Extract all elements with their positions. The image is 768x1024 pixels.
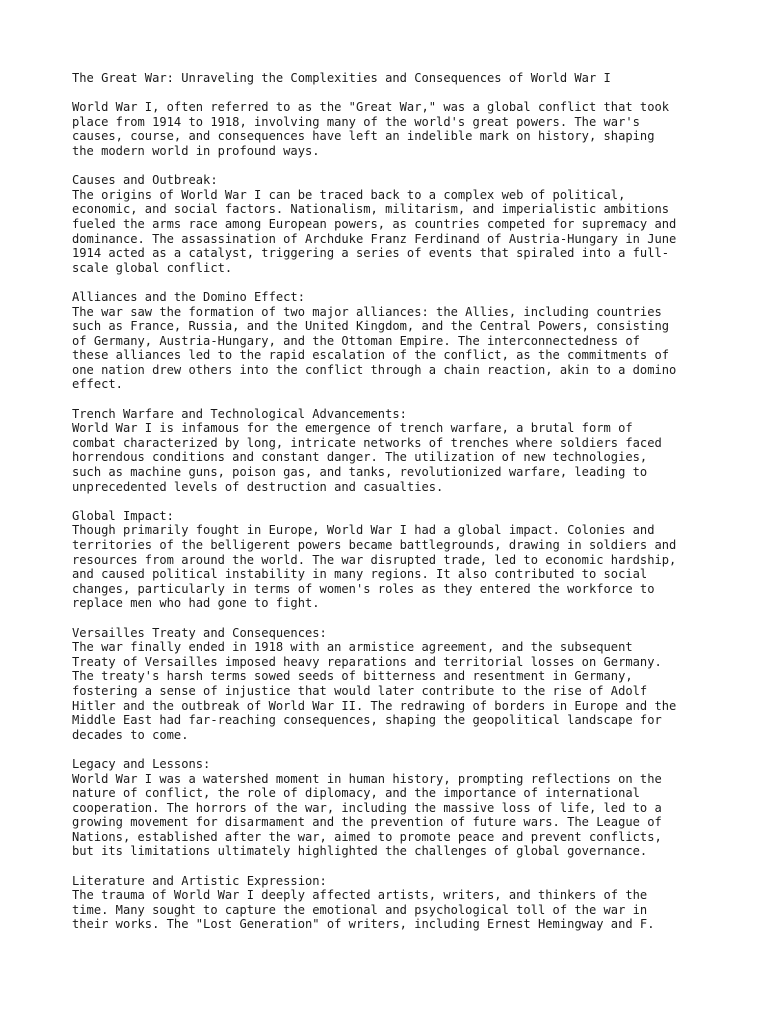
paragraph-line: The war finally ended in 1918 with an armistice agreement, and the subsequent — [72, 640, 633, 655]
paragraph-line: territories of the belligerent powers became battlegrounds, drawing in soldiers and — [72, 538, 677, 552]
intro-paragraph — [72, 100, 712, 158]
paragraph-line: economic, and social factors. Nationalism, militarism, and imperialistic ambitions — [72, 202, 670, 217]
paragraph-line: The origins of World War I can be traced back to a complex web of political, — [72, 187, 626, 202]
section-legacy — [72, 757, 712, 859]
document-title: The Great War: Unraveling the Complexities and Consequences of World War I — [72, 71, 611, 85]
section-trench-warfare — [72, 407, 712, 495]
paragraph-line: World War I is infamous for the emergence of trench warfare, a brutal form of — [72, 421, 633, 436]
paragraph-line: dominance. The assassination of Archduke Franz Ferdinand of Austria-Hungary in June — [72, 231, 677, 246]
paragraph-line: Nations, established after the war, aimed to promote peace and prevent conflicts, — [72, 829, 662, 844]
paragraph-line: of Germany, Austria-Hungary, and the Ottoman Empire. The interconnectedness of — [72, 333, 640, 348]
paragraph-line: one nation drew others into the conflict through a chain reaction, akin to a domino — [72, 362, 677, 377]
section-literature — [72, 874, 712, 932]
section-alliances — [72, 290, 712, 392]
paragraph-line: place from 1914 to 1918, involving many of the world's great powers. The war's — [72, 114, 640, 129]
paragraph-line: horrendous conditions and constant danger. The utilization of new technologies, — [72, 450, 648, 465]
paragraph-line: World War I was a watershed moment in human history, prompting reflections on the — [72, 771, 662, 786]
paragraph-line: decades to come. — [72, 727, 189, 742]
section-heading: Alliances and the Domino Effect: — [72, 289, 305, 304]
paragraph-line: and caused political instability in many regions. It also contributed to social — [72, 567, 648, 582]
section-versailles — [72, 626, 712, 743]
paragraph-line: resources from around the world. The war disrupted trade, led to economic hardship, — [72, 552, 677, 567]
paragraph-line: such as machine guns, poison gas, and tanks, revolutionized warfare, leading to — [72, 465, 648, 480]
section-heading: Trench Warfare and Technological Advancements: — [72, 406, 407, 421]
paragraph-line: Hitler and the outbreak of World War II. The redrawing of borders in Europe and the — [72, 698, 677, 713]
paragraph-line: but its limitations ultimately highlighted the challenges of global governance. — [72, 844, 648, 859]
section-heading: Legacy and Lessons: — [72, 756, 211, 771]
paragraph-line: The war saw the formation of two major alliances: the Allies, including countries — [72, 304, 662, 319]
section-heading: Causes and Outbreak: — [72, 173, 218, 188]
section-heading: Versailles Treaty and Consequences: — [72, 625, 327, 640]
section-heading: Global Impact: — [72, 508, 174, 523]
paragraph-line: fueled the arms race among European powers, as countries competed for supremacy and — [72, 216, 677, 231]
paragraph-line: growing movement for disarmament and the prevention of future wars. The League of — [72, 815, 662, 830]
paragraph-line: 1914 acted as a catalyst, triggering a series of events that spiraled into a full- — [72, 246, 670, 261]
paragraph-line: effect. — [72, 377, 123, 392]
paragraph-line: Treaty of Versailles imposed heavy reparations and territorial losses on Germany. — [72, 654, 662, 669]
paragraph-line: unprecedented levels of destruction and casualties. — [72, 479, 444, 494]
paragraph-line: time. Many sought to capture the emotional and psychological toll of the war in — [72, 902, 648, 917]
paragraph-line: their works. The "Lost Generation" of writers, including Ernest Hemingway and F. — [72, 917, 655, 932]
paragraph-line: World War I, often referred to as the "Great War," was a global conflict that took — [72, 100, 670, 115]
section-causes — [72, 173, 712, 275]
paragraph-line: fostering a sense of injustice that would later contribute to the rise of Adolf — [72, 683, 648, 698]
paragraph-line: The trauma of World War I deeply affected artists, writers, and thinkers of the — [72, 888, 648, 903]
paragraph-line: scale global conflict. — [72, 260, 233, 275]
paragraph-line: cooperation. The horrors of the war, including the massive loss of life, led to a — [72, 800, 662, 815]
paragraph-line: such as France, Russia, and the United Kingdom, and the Central Powers, consisting — [72, 319, 670, 334]
section-heading: Literature and Artistic Expression: — [72, 873, 327, 888]
paragraph-line: causes, course, and consequences have left an indelible mark on history, shaping — [72, 129, 655, 144]
document-page — [72, 71, 712, 947]
paragraph-line: nature of conflict, the role of diplomacy, and the importance of international — [72, 786, 640, 801]
paragraph-line: the modern world in profound ways. — [72, 143, 320, 158]
section-global-impact — [72, 509, 712, 611]
paragraph-line: combat characterized by long, intricate networks of trenches where soldiers faced — [72, 435, 662, 450]
paragraph-line: Though primarily fought in Europe, World War I had a global impact. Colonies and — [72, 523, 655, 538]
paragraph-line: changes, particularly in terms of women's roles as they entered the workforce to — [72, 581, 655, 596]
paragraph-line: these alliances led to the rapid escalation of the conflict, as the commitments of — [72, 348, 670, 363]
paragraph-line: replace men who had gone to fight. — [72, 596, 320, 611]
paragraph-line: Middle East had far-reaching consequences, shaping the geopolitical landscape for — [72, 713, 662, 728]
paragraph-line: The treaty's harsh terms sowed seeds of bitterness and resentment in Germany, — [72, 669, 633, 684]
